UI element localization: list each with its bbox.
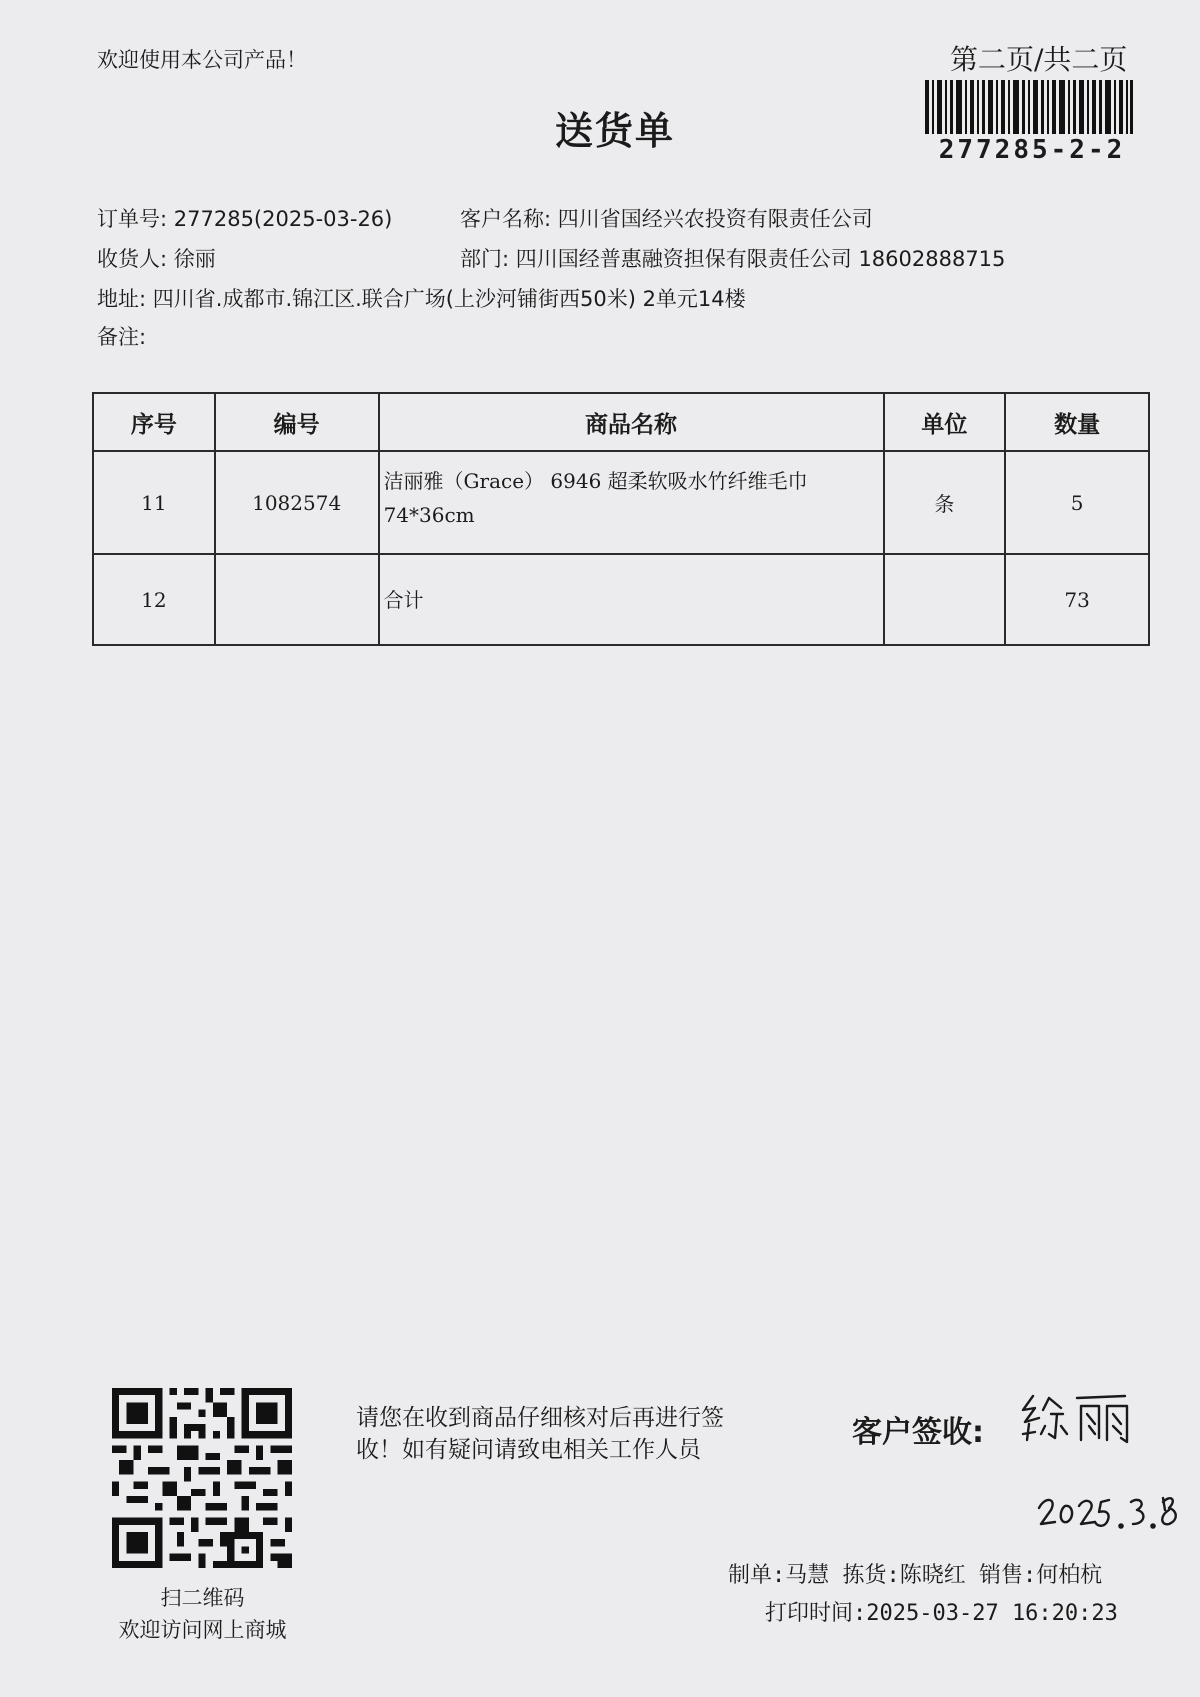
header-seq: 序号 [93,393,215,451]
qr-caption [90,1582,315,1646]
handwritten-date [1035,1480,1185,1540]
items-table [92,392,1150,646]
notice-line2: 收！如有疑问请致电相关工作人员 [356,1437,701,1463]
department-field [460,243,1005,273]
cell-seq: 12 [93,554,215,645]
header-unit: 单位 [884,393,1006,451]
cell-product-name [379,451,884,554]
cell-code: 1082574 [215,451,379,554]
notice-line1: 请您在收到商品仔细核对后再进行签 [356,1405,724,1431]
customer-name-field [460,203,873,233]
header-quantity: 数量 [1005,393,1149,451]
order-number-field [97,203,392,233]
document-title: 送货单 [555,109,676,153]
receiver-field [97,243,216,273]
verification-notice [356,1402,786,1466]
address-field [97,283,746,313]
table-header-row [93,393,1149,451]
cell-seq: 11 [93,451,215,554]
cell-product-name [379,554,884,645]
remark-field [97,321,146,351]
cell-quantity: 5 [1005,451,1149,554]
table-row [93,451,1149,554]
header-product-name: 商品名称 [379,393,884,451]
total-label: 合计 [383,587,424,612]
qr-caption-line1: 扫二维码 [160,1586,245,1610]
header-code: 编号 [215,393,379,451]
handwritten-signature [1015,1388,1165,1448]
department-value: 四川国经普惠融资担保有限责任公司 18602888715 [515,247,1006,271]
staff-line: 制单:马慧 拣货:陈晓红 销售:何柏杭 [728,1563,1103,1588]
barcode [925,80,1133,134]
welcome-text: 欢迎使用本公司产品！ [97,48,307,72]
print-time: 打印时间:2025-03-27 16:20:23 [765,1601,1118,1626]
address-value: 四川省.成都市.锦江区.联合广场(上沙河铺街西50米) 2单元14楼 [152,287,746,311]
cell-quantity: 73 [1005,554,1149,645]
order-number-value: 277285(2025-03-26) [173,207,393,231]
cell-code [215,554,379,645]
qr-code[interactable] [112,1388,292,1568]
cell-unit [884,554,1006,645]
qr-caption-line2: 欢迎访问网上商城 [118,1618,287,1642]
customer-name-label: 客户名称: [460,207,552,231]
cell-unit: 条 [884,451,1006,554]
department-label: 部门: [460,247,510,271]
barcode-number: 277285-2-2 [938,135,1126,165]
remark-label: 备注: [97,325,147,349]
receiver-value: 徐丽 [173,247,216,271]
customer-sign-label: 客户签收: [852,1415,984,1450]
product-name-line1: 洁丽雅（Grace） 6946 超柔软吸水竹纤维毛巾 [383,469,808,493]
table-row-total [93,554,1149,645]
product-name-line2: 74*36cm [383,503,475,527]
receiver-label: 收货人: [97,247,168,271]
page-indicator: 第二页/共二页 [950,43,1128,76]
address-label: 地址: [97,287,147,311]
order-number-label: 订单号: [97,207,168,231]
customer-name-value: 四川省国经兴农投资有限责任公司 [557,207,873,231]
